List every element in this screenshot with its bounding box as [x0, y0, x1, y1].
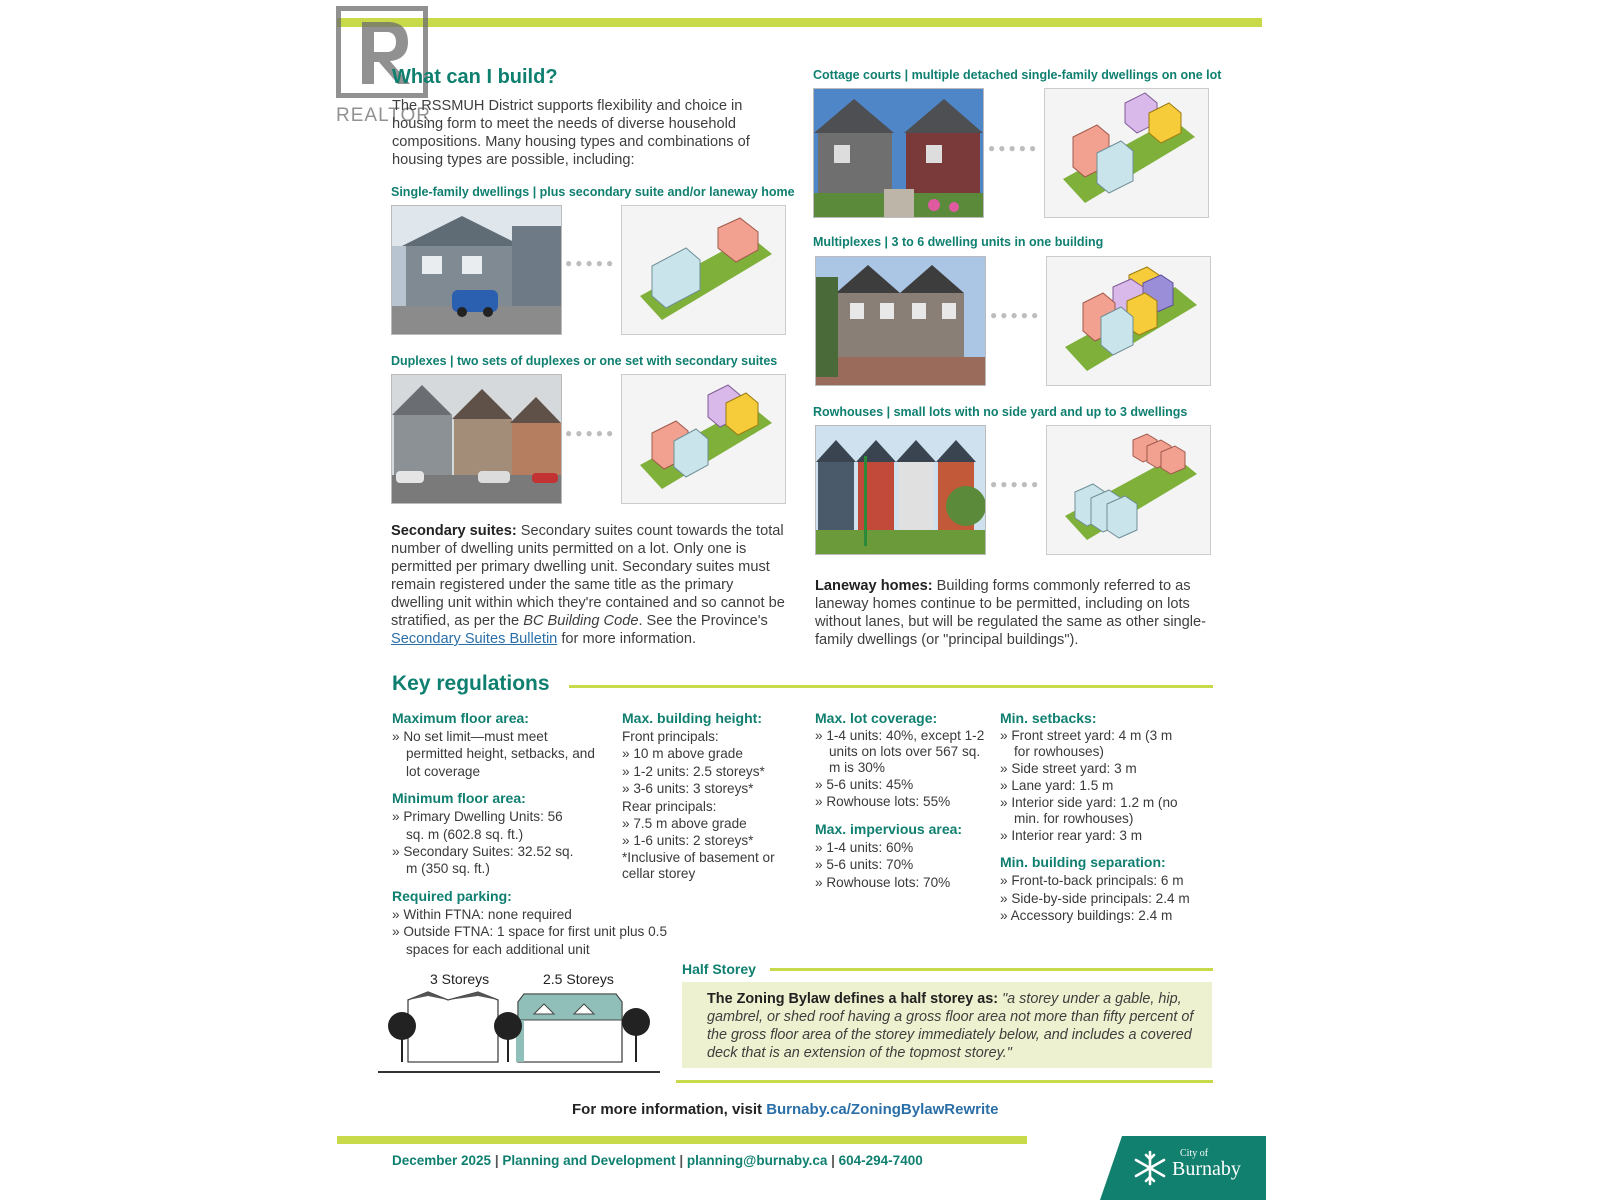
height-item: » 1-6 units: 2 storeys* [622, 832, 798, 849]
photo-duplexes [391, 374, 562, 504]
setback-item: » Lane yard: 1.5 m [1000, 777, 1212, 794]
lot-coverage-heading: Max. lot coverage: [815, 710, 938, 726]
connector-dots: ●●●●● [990, 308, 1042, 322]
connector-dots: ●●●●● [988, 141, 1040, 155]
parking-item: » Outside FTNA: 1 space for first unit plus 0.5 spaces for each additional unit [392, 923, 706, 958]
min-floor-area-heading: Minimum floor area: [392, 790, 526, 807]
footer-line [392, 1153, 923, 1168]
half-storey-title: Half Storey [682, 961, 756, 977]
setback-item: » Front street yard: 4 m (3 m for rowhouses) [1000, 728, 1186, 760]
parking-item: » Within FTNA: none required [392, 906, 706, 923]
max-height-heading: Max. building height: [622, 710, 762, 726]
separation-item: » Accessory buildings: 2.4 m [1000, 907, 1212, 924]
photo-multiplexes [815, 256, 986, 386]
impervious-item: » Rowhouse lots: 70% [815, 874, 985, 891]
lot-coverage-item: » 5-6 units: 45% [815, 776, 985, 793]
diagram-rowhouses [1046, 425, 1211, 555]
footer-separator: | [491, 1153, 503, 1168]
setback-item: » Interior rear yard: 3 m [1000, 827, 1212, 844]
min-floor-area-item: » Secondary Suites: 32.52 sq. m (350 sq. ft.) [392, 843, 576, 878]
footer-phone: 604-294-7400 [838, 1153, 923, 1168]
max-floor-area-item: » No set limit—must meet permitted height, setbacks, and lot coverage [392, 728, 604, 780]
storey-label-3: 3 Storeys [430, 971, 490, 987]
diagram-single-family [621, 205, 786, 335]
storey-illustration [378, 990, 660, 1076]
secondary-suites-text-2: . See the Province's [638, 613, 768, 629]
regulations-column-3 [815, 710, 985, 891]
half-storey-bottom-rule [676, 1080, 1213, 1083]
impervious-item: » 1-4 units: 60% [815, 839, 985, 856]
impervious-heading: Max. impervious area: [815, 820, 963, 837]
realtor-wordmark: REALTOR [336, 105, 431, 126]
key-regulations-rule [569, 685, 1213, 688]
secondary-suites-bulletin-link[interactable]: Secondary Suites Bulletin [391, 631, 558, 647]
footer-separator: | [827, 1153, 839, 1168]
setback-item: » Interior side yard: 1.2 m (no min. for rowhouses) [1000, 795, 1194, 827]
connector-dots: ●●●●● [565, 426, 617, 440]
secondary-suites-text: Secondary suites count towards the total number of dwelling units permitted on a lot. Only one is permitted per primary dwelling unit. Secondary suites must remain registered under the same title as the primary dwelling unit within which they're contained and so cannot be stratified, as per the [391, 523, 785, 629]
city-logo-block [1100, 1136, 1266, 1200]
bottom-accent-bar [337, 1136, 1027, 1144]
half-storey-definition [707, 990, 1207, 1062]
intro-text: The RSSMUH District supports flexibility and choice in housing form to meet the needs of diverse household compositions. Many housing types and combinations of housing types are possible, including: [392, 98, 750, 168]
secondary-suites-text-3: for more information. [557, 631, 697, 647]
half-storey-quote: "a storey under a gable, hip, gambrel, or shed roof having a gross floor area not more than fifty percent of the gross floor area of the storey immediately below, and includes a covered deck that is an extension of the topmost storey." [707, 991, 1194, 1061]
regulations-column-4 [1000, 710, 1212, 924]
intro-title: What can I build? [392, 66, 558, 88]
footer-separator: | [675, 1153, 687, 1168]
snowflake-icon [1132, 1150, 1168, 1186]
footer-department: Planning and Development [502, 1153, 676, 1168]
bc-building-code: BC Building Code [523, 613, 639, 629]
more-info-prefix: For more information, visit [572, 1101, 767, 1118]
heading-cottage-courts: Cottage courts | multiple detached single-family dwellings on one lot [813, 68, 1222, 82]
heading-duplexes: Duplexes | two sets of duplexes or one set with secondary suites [391, 354, 778, 368]
half-storey-rule [770, 968, 1213, 971]
separation-heading: Min. building separation: [1000, 854, 1166, 871]
footer-email[interactable]: planning@burnaby.ca [686, 1153, 828, 1168]
photo-single-family [391, 205, 562, 335]
heading-rowhouses: Rowhouses | small lots with no side yard and up to 3 dwellings [813, 405, 1188, 419]
photo-cottage-courts [813, 88, 984, 218]
heading-multiplexes: Multiplexes | 3 to 6 dwelling units in one building [813, 235, 1104, 249]
regulations-column-1 [392, 710, 668, 958]
footer-date: December 2025 [392, 1153, 492, 1168]
separation-item: » Front-to-back principals: 6 m [1000, 872, 1212, 889]
half-storey-lead: The Zoning Bylaw defines a half storey as: [707, 991, 999, 1007]
heading-single-family: Single-family dwellings | plus secondary suite and/or laneway home [391, 185, 795, 199]
impervious-item: » 5-6 units: 70% [815, 856, 985, 873]
key-regulations-title: Key regulations [392, 672, 550, 695]
separation-item: » Side-by-side principals: 2.4 m [1000, 890, 1212, 907]
rear-principals-label: Rear principals: [622, 798, 717, 814]
diagram-cottage-courts [1044, 88, 1209, 218]
more-info-link[interactable]: Burnaby.ca/ZoningBylawRewrite [766, 1101, 999, 1118]
front-principals-label: Front principals: [622, 729, 719, 744]
photo-rowhouses [815, 425, 986, 555]
height-item: » 10 m above grade [622, 745, 798, 762]
connector-dots: ●●●●● [565, 256, 617, 270]
city-of-label: City of [1180, 1148, 1209, 1159]
height-note: *Inclusive of basement or cellar storey [622, 849, 775, 881]
more-info-line [572, 1101, 998, 1118]
max-floor-area-heading: Maximum floor area: [392, 710, 529, 726]
laneway-label: Laneway homes: [815, 578, 933, 594]
storey-label-2-5: 2.5 Storeys [543, 971, 614, 987]
laneway-paragraph [815, 577, 1213, 649]
lot-coverage-item: » Rowhouse lots: 55% [815, 793, 985, 810]
lot-coverage-item: » 1-4 units: 40%, except 1-2 units on lots over 567 sq. m is 30% [815, 728, 985, 776]
laneway-text: Building forms commonly referred to as laneway homes continue to be permitted, including on lots without lanes, but will be regulated the same as other single-family dwellings (or "principal buildings"). [815, 578, 1207, 648]
height-item: » 3-6 units: 3 storeys* [622, 780, 798, 797]
min-floor-area-item: » Primary Dwelling Units: 56 sq. m (602.8 sq. ft.) [392, 808, 566, 843]
secondary-suites-paragraph [391, 522, 789, 648]
top-accent-bar [337, 18, 1262, 27]
setbacks-heading: Min. setbacks: [1000, 710, 1097, 726]
required-parking-heading: Required parking: [392, 887, 512, 904]
secondary-suites-label: Secondary suites: [391, 523, 517, 539]
diagram-duplexes [621, 374, 786, 504]
height-item: » 7.5 m above grade [622, 815, 798, 832]
regulations-column-2 [622, 710, 798, 882]
diagram-multiplexes [1046, 256, 1211, 386]
burnaby-wordmark: Burnaby [1172, 1158, 1241, 1180]
setback-item: » Side street yard: 3 m [1000, 760, 1212, 777]
height-item: » 1-2 units: 2.5 storeys* [622, 763, 798, 780]
connector-dots: ●●●●● [990, 477, 1042, 491]
